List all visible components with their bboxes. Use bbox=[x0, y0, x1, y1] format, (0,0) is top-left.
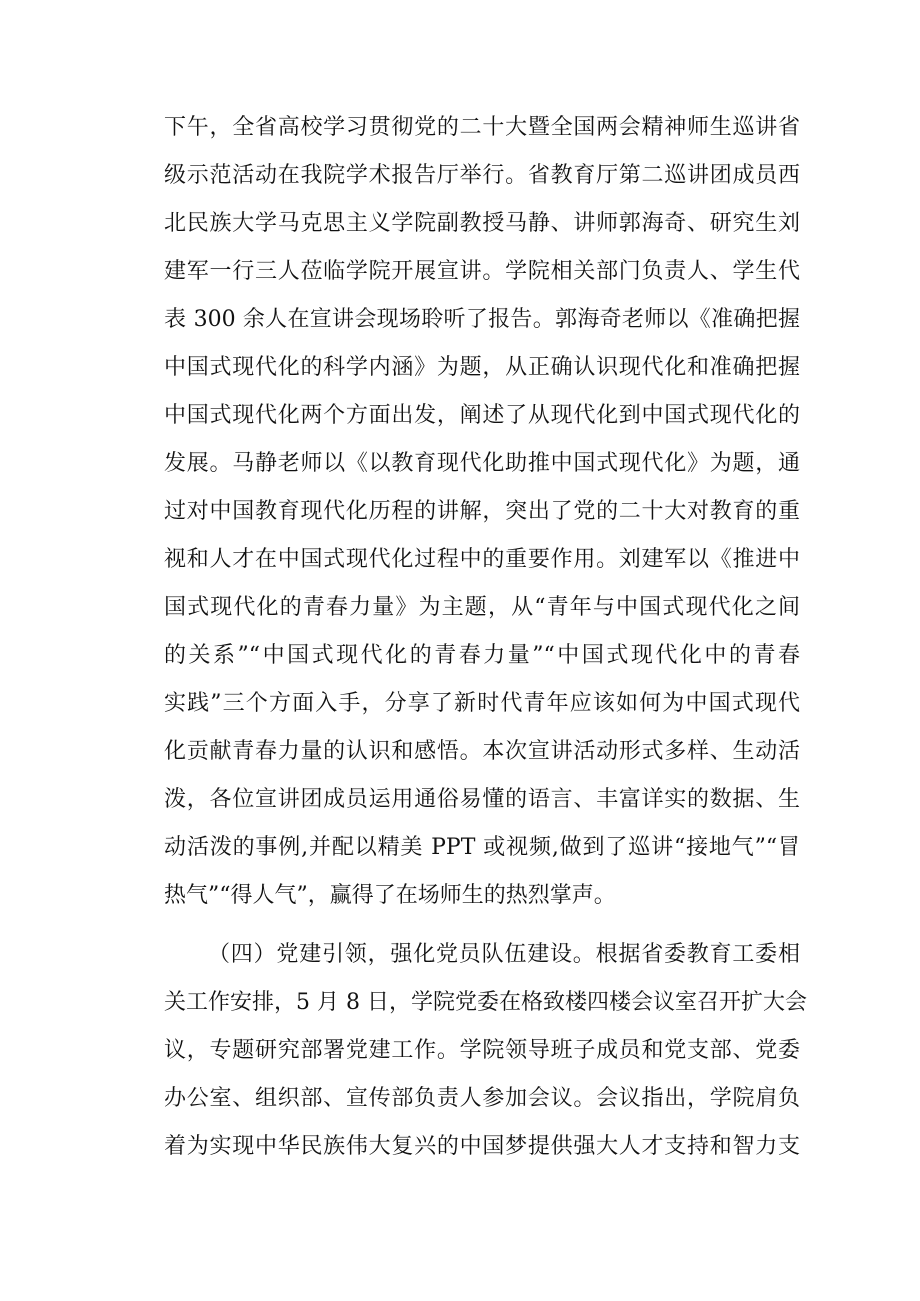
text-line: 发展。马静老师以《以教育现代化助推中国式现代化》为题，通 bbox=[164, 451, 800, 476]
text-line: 办公室、组织部、宣传部负责人参加会议。会议指出，学院肩负 bbox=[164, 1086, 800, 1111]
text-line: 着为实现中华民族伟大复兴的中国梦提供强大人才支持和智力支 bbox=[164, 1134, 800, 1159]
text-line: 国式现代化的青春力量》为主题，从“青年与中国式现代化之间 bbox=[164, 595, 800, 620]
body-paragraph bbox=[164, 931, 807, 1171]
text-line: 过对中国教育现代化历程的讲解，突出了党的二十大对教育的重 bbox=[164, 499, 800, 524]
body-paragraph bbox=[164, 104, 800, 920]
text-line: 建军一行三人莅临学院开展宣讲。学院相关部门负责人、学生代 bbox=[164, 259, 800, 284]
text-line: （四）党建引领，强化党员队伍建设。根据省委教育工委相 bbox=[208, 942, 800, 967]
text-line: 关工作安排，5 月 8 日，学院党委在格致楼四楼会议室召开扩大会 bbox=[164, 990, 807, 1015]
text-line: 动活泼的事例,并配以精美 PPT 或视频,做到了巡讲“接地气”“冒 bbox=[164, 835, 800, 860]
text-line: 热气”“得人气”，赢得了在场师生的热烈掌声。 bbox=[164, 883, 616, 908]
text-line: 视和人才在中国式现代化过程中的重要作用。刘建军以《推进中 bbox=[164, 547, 800, 572]
text-line: 中国式现代化两个方面出发，阐述了从现代化到中国式现代化的 bbox=[164, 403, 800, 428]
text-line: 实践”三个方面入手，分享了新时代青年应该如何为中国式现代 bbox=[164, 691, 800, 716]
text-line: 北民族大学马克思主义学院副教授马静、讲师郭海奇、研究生刘 bbox=[164, 211, 800, 236]
text-line: 议，专题研究部署党建工作。学院领导班子成员和党支部、党委 bbox=[164, 1038, 800, 1063]
text-line: 下午，全省高校学习贯彻党的二十大暨全国两会精神师生巡讲省 bbox=[164, 115, 800, 140]
text-line: 化贡献青春力量的认识和感悟。本次宣讲活动形式多样、生动活 bbox=[164, 739, 800, 764]
text-line: 泼，各位宣讲团成员运用通俗易懂的语言、丰富详实的数据、生 bbox=[164, 787, 800, 812]
text-line: 中国式现代化的科学内涵》为题，从正确认识现代化和准确把握 bbox=[164, 355, 800, 380]
text-line: 的关系”“中国式现代化的青春力量”“中国式现代化中的青春 bbox=[164, 643, 800, 668]
text-line: 级示范活动在我院学术报告厅举行。省教育厅第二巡讲团成员西 bbox=[164, 163, 800, 188]
text-line: 表 300 余人在宣讲会现场聆听了报告。郭海奇老师以《准确把握 bbox=[164, 307, 800, 332]
